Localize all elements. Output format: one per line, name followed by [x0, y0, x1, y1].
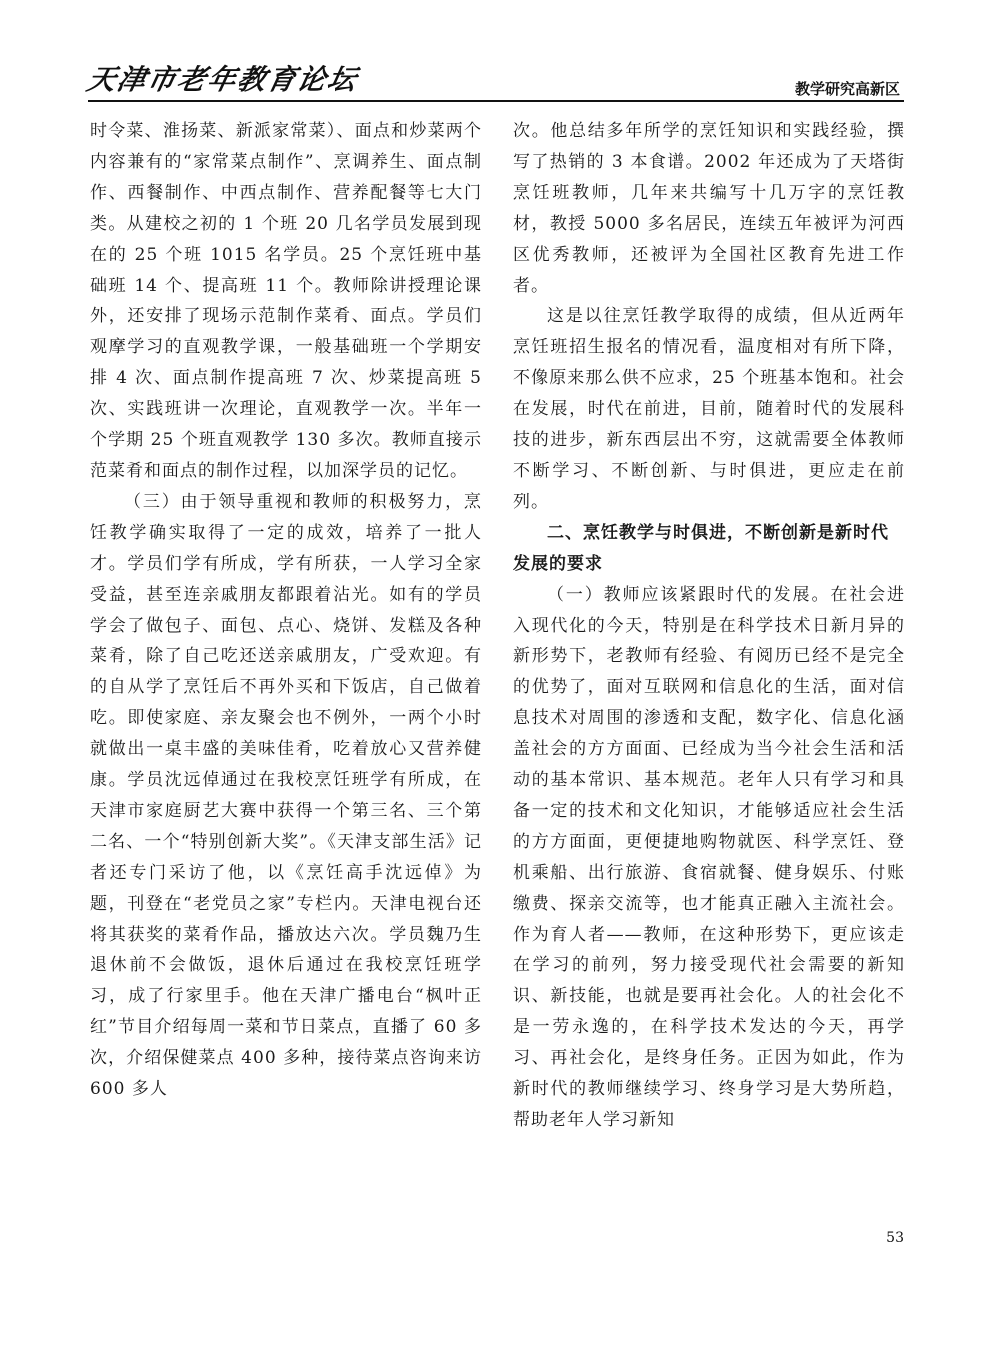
paragraph-achievements: （三）由于领导重视和教师的积极努力，烹饪教学确实取得了一定的成效，培养了一批人才。学员们学有所成，学有所获，一人学习全家受益，甚至连亲戚朋友都跟着沾光。如有的学员学会了做包子、面包、点心、烧饼、发糕及各种菜肴，除了自己吃还送亲戚朋友，广受欢迎。有的自从学了烹饪后不再外买和下饭店，自己做着吃。即使家庭、亲友聚会也不例外，一两个小时就做出一桌丰盛的美味佳肴，吃着放心又营养健康。学员沈远倬通过在我校烹饪班学有所成，在天津市家庭厨艺大赛中获得一个第三名、三个第二名、一个“特别创新大奖”。《天津支部生活》记者还专门采访了他，以《烹饪高手沈远倬》为题，刊登在“老党员之家”专栏内。天津电视台还将其获奖的菜肴作品，播放达六次。学员魏乃生退休前不会做饭，退休后通过在我校烹饪班学习，成了行家里手。他在天津广播电台“枫叶正红”节目介绍每周一菜和节日菜点，直播了 60 多次，介绍保健菜点 400 多种，接待菜点咨询来访 600 多人 — [90, 491, 482, 1100]
page-number: 53 — [886, 1230, 904, 1246]
right-column — [513, 116, 905, 1136]
journal-logo: 天津市老年教育论坛 — [84, 63, 362, 96]
paragraph-recent-enrollment: 这是以往烹饪教学取得的成绩，但从近两年烹饪班招生报名的情况看，温度相对有所下降，不像原来那么供不应求，25 个班基本饱和。社会在发展，时代在前进，目前，随着时代的发展科技的进步，新东西层出不穷，这就需要全体教师不断学习、不断创新、与时俱进，更应走在前列。 — [513, 306, 905, 512]
paragraph-teachers-keep-pace: （一）教师应该紧跟时代的发展。在社会进入现代化的今天，特别是在科学技术日新月异的新形势下，老教师有经验、有阅历已经不是完全的优势了，面对互联网和信息化的生活，面对信息技术对周围的渗透和支配，数字化、信息化涵盖社会的方方面面、已经成为当今社会生活和活动的基本常识、基本规范。老年人只有学习和具备一定的技术和文化知识，才能够适应社会生活的方方面面，更便捷地购物就医、科学烹饪、登机乘船、出行旅游、食宿就餐、健身娱乐、付账缴费、探亲交流等，也才能真正融入主流社会。作为育人者——教师，在这种形势下，更应该走在学习的前列，努力接受现代社会需要的新知识、新技能，也就是要再社会化。人的社会化不是一劳永逸的，在科学技术发达的今天，再学习、再社会化，是终身任务。正因为如此，作为新时代的教师继续学习、终身学习是大势所趋，帮助老年人学习新知 — [513, 584, 905, 1130]
section-heading: 二、烹饪教学与时俱进，不断创新是新时代发展的要求 — [513, 522, 889, 574]
page-header — [84, 52, 904, 102]
paragraph-continued-right: 次。他总结多年所学的烹饪知识和实践经验，撰写了热销的 3 本食谱。2002 年还成为了天塔街烹饪班教师，几年来共编写十几万字的烹饪教材，教授 5000 多名居民，连续五年被评为河西区优秀教师，还被评为全国社区教育先进工作者。 — [513, 121, 905, 296]
left-column — [90, 116, 482, 1105]
paragraph-continued: 时令菜、淮扬菜、新派家常菜）、面点和炒菜两个内容兼有的“家常菜点制作”、烹调养生、面点制作、西餐制作、中西点制作、营养配餐等七大门类。从建校之初的 1 个班 20 几名学员发展到现在的 25 个班 1015 名学员。25 个烹饪班中基础班 14 个、提高班 11 个。教师除讲授理论课外，还安排了现场示范制作菜肴、面点。学员们观摩学习的直观教学课，一般基础班一个学期安排 4 次、面点制作提高班 7 次、炒菜提高班 5 次、实践班讲一次理论，直观教学一次。半年一个学期 25 个班直观教学 130 多次。教师直接示范菜肴和面点的制作过程，以加深学员的记忆。 — [90, 121, 482, 481]
header-rule — [88, 100, 904, 102]
section-tag: 教学研究高新区 — [794, 80, 900, 98]
